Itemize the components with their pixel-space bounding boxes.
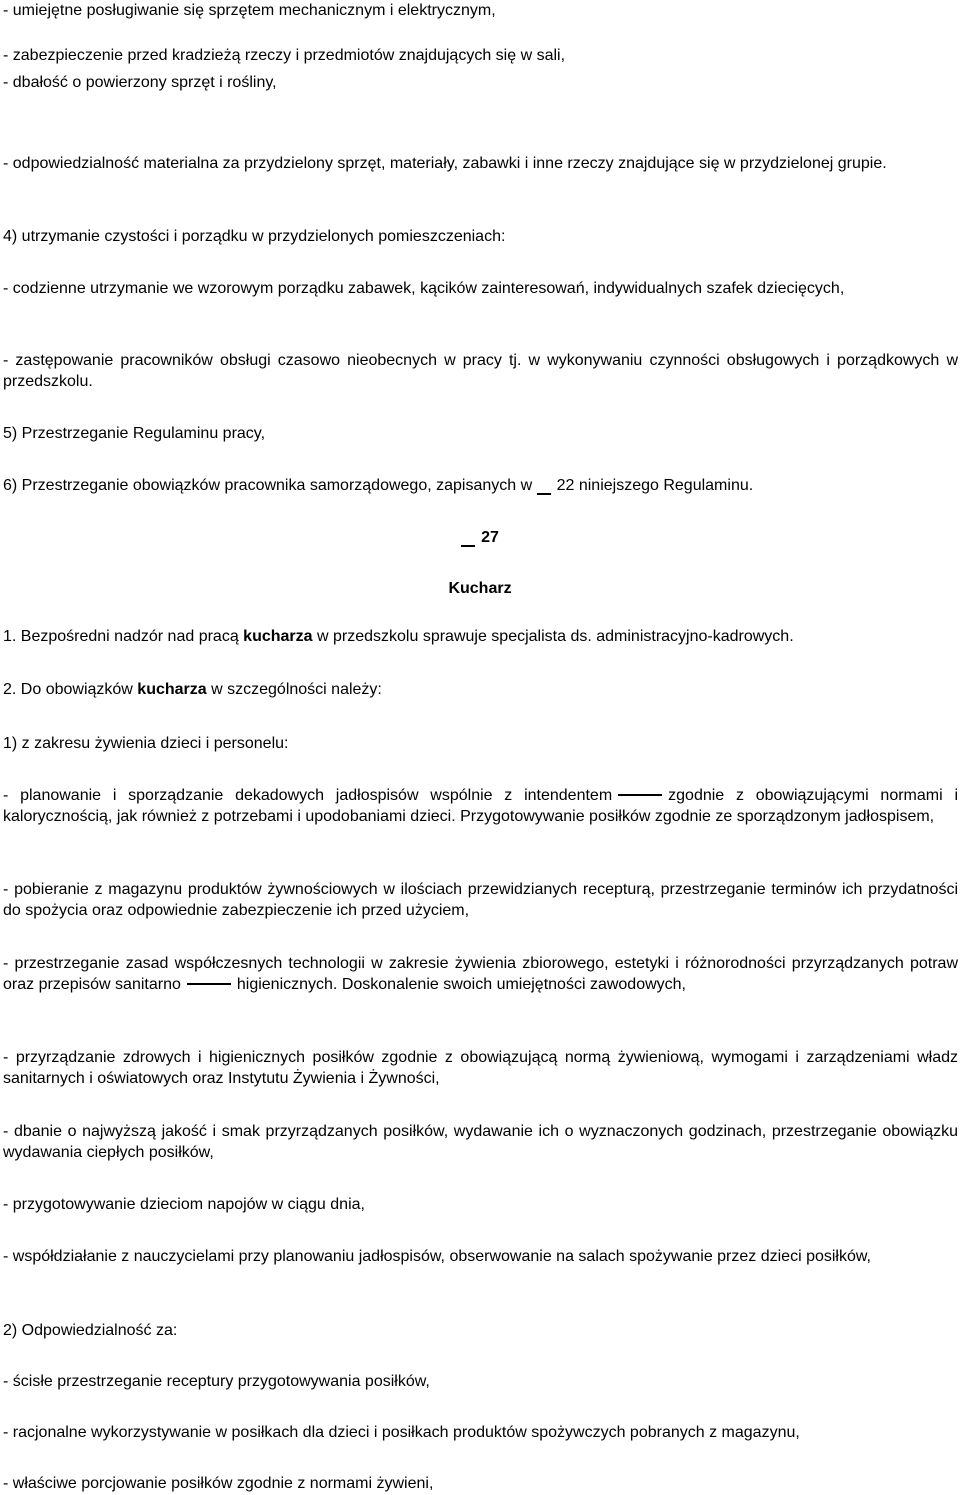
paragraph: - zabezpieczenie przed kradzieżą rzeczy i przedmiotów znajdujących się w sali, <box>3 47 566 64</box>
paragraph: - umiejętne posługiwanie się sprzętem mechanicznym i elektrycznym, <box>3 2 496 19</box>
paragraph <box>3 679 958 700</box>
emphasis-text: kucharza <box>243 628 313 645</box>
list-heading: 2) Odpowiedzialność za: <box>3 1322 178 1339</box>
paragraph-text: 6) Przestrzeganie obowiązków pracownika samorządowego, zapisanych w <box>3 477 533 494</box>
paragraph-text: higienicznych. Doskonalenie swoich umiejętności zawodowych, <box>236 976 686 993</box>
paragraph: - racjonalne wykorzystywanie w posiłkach dla dzieci i posiłkach produktów spożywczych pobranych z magazynu, <box>3 1424 800 1441</box>
paragraph: - przyrządzanie zdrowych i higienicznych posiłków zgodnie z obowiązującą normą żywieniową, wymogami i zarządzeniami władz sanitarnych i oświatowych oraz Instytutu Żywienia i Żywności, <box>3 1049 958 1087</box>
paragraph <box>3 626 958 647</box>
paragraph-text: w szczególności należy: <box>211 681 382 698</box>
paragraph: - ścisłe przestrzeganie receptury przygotowywania posiłków, <box>3 1373 430 1390</box>
paragraph-text: 22 niniejszego Regulaminu. <box>556 477 754 494</box>
list-heading: 1) z zakresu żywienia dzieci i personelu: <box>3 735 289 752</box>
paragraph: - pobieranie z magazynu produktów żywnościowych w ilościach przewidzianych recepturą, przestrzeganie terminów ich przydatności do spożycia oraz odpowiednie zabezpieczenie ich przed użyciem, <box>3 881 958 919</box>
paragraph-text: - planowanie i sporządzanie dekadowych jadłospisów wspólnie z intendentem <box>3 787 613 804</box>
paragraph <box>3 953 958 995</box>
paragraph-text: zgodnie z obowiązującymi normami i kalorycznością, jak również z potrzebami i upodobaniami dzieci. Przygotowywanie posiłków zgodnie ze sporządzonym jadłospisem, <box>3 787 958 825</box>
paragraph: - współdziałanie z nauczycielami przy planowaniu jadłospisów, obserwowanie na salach spożywanie przez dzieci posiłków, <box>3 1248 871 1265</box>
paragraph: - przygotowywanie dzieciom napojów w ciągu dnia, <box>3 1196 365 1213</box>
list-heading: 4) utrzymanie czystości i porządku w przydzielonych pomieszczeniach: <box>3 228 506 245</box>
paragraph-text: - przestrzeganie zasad współczesnych technologii w zakresie żywienia zbiorowego, estetyki i różnorodności przyrządzanych potraw oraz przepisów sanitarno <box>3 955 958 993</box>
section-number <box>0 527 960 548</box>
section-sign-icon <box>537 493 551 495</box>
paragraph-text: 1. Bezpośredni nadzór nad pracą <box>3 628 239 645</box>
paragraph: - właściwe porcjowanie posiłków zgodnie z normami żywieni, <box>3 1475 434 1492</box>
paragraph-text: 2. Do obowiązków <box>3 681 133 698</box>
section-number-text: 27 <box>481 529 499 546</box>
dash-icon <box>187 983 231 985</box>
paragraph <box>3 785 958 827</box>
section-title: Kucharz <box>448 580 512 597</box>
paragraph: - dbałość o powierzony sprzęt i rośliny, <box>3 74 277 91</box>
dash-icon <box>618 794 662 796</box>
emphasis-text: kucharza <box>137 681 207 698</box>
paragraph: - codzienne utrzymanie we wzorowym porządku zabawek, kącików zainteresowań, indywidualnych szafek dziecięcych, <box>3 280 845 297</box>
paragraph: - zastępowanie pracowników obsługi czasowo nieobecnych w pracy tj. w wykonywaniu czynności obsługowych i porządkowych w przedszkolu. <box>3 352 958 390</box>
list-heading: 5) Przestrzeganie Regulaminu pracy, <box>3 425 266 442</box>
paragraph <box>3 475 958 496</box>
paragraph: - dbanie o najwyższą jakość i smak przyrządzanych posiłków, wydawanie ich o wyznaczonych godzinach, przestrzeganie obowiązku wydawania ciepłych posiłków, <box>3 1123 958 1161</box>
paragraph: - odpowiedzialność materialna za przydzielony sprzęt, materiały, zabawki i inne rzeczy znajdujące się w przydzielonej grupie. <box>3 155 887 172</box>
section-sign-icon <box>461 545 475 547</box>
paragraph-text: w przedszkolu sprawuje specjalista ds. administracyjno-kadrowych. <box>317 628 794 645</box>
